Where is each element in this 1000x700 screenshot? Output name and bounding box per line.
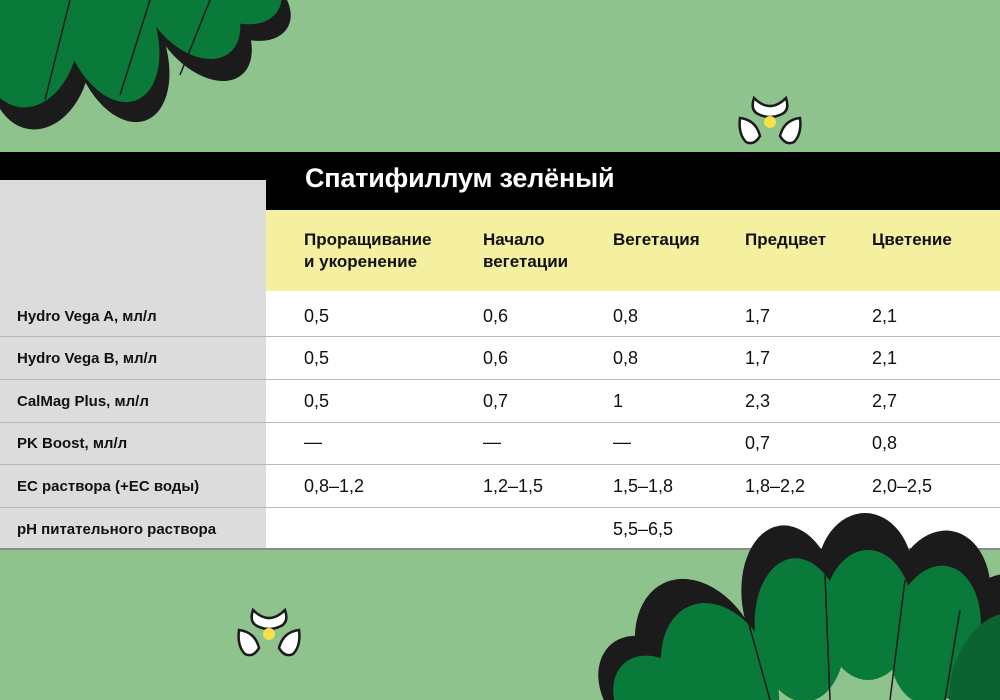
table-cell: — <box>483 432 501 452</box>
row-divider <box>0 464 1000 465</box>
table-cell: — <box>304 432 322 452</box>
column-header <box>745 229 826 251</box>
table-cell: 2,7 <box>872 391 898 411</box>
table-body <box>266 291 1000 548</box>
table-cell: 1,8–2,2 <box>745 476 806 496</box>
table-cell: 1,5–1,8 <box>613 476 674 496</box>
column-header <box>872 229 952 251</box>
column-header-line: Начало <box>483 230 545 249</box>
table-cell: 0,6 <box>483 348 509 368</box>
column-header-line: Вегетация <box>613 230 700 249</box>
column-header-line: Цветение <box>872 230 952 249</box>
table-cell: 0,8 <box>613 348 639 368</box>
row-divider <box>0 379 1000 380</box>
row-divider <box>0 422 1000 423</box>
table-cell: 0,6 <box>483 306 509 326</box>
row-divider <box>0 507 1000 508</box>
table-cell: 2,1 <box>872 306 898 326</box>
table-cell: 2,0–2,5 <box>872 476 933 496</box>
table-cell: 0,5 <box>304 391 330 411</box>
table-cell: 2,3 <box>745 391 771 411</box>
table-cell: 0,8–1,2 <box>304 476 365 496</box>
table-cell: 5,5–6,5 <box>613 519 674 539</box>
table-cell: 1 <box>613 391 624 411</box>
table-cell: 2,1 <box>872 348 898 368</box>
row-label: PK Boost, мл/л <box>17 435 128 452</box>
table-cell: 0,8 <box>613 306 639 326</box>
row-label: pH питательного раствора <box>17 521 217 538</box>
column-header-line: вегетации <box>483 252 569 271</box>
table-cell: 1,7 <box>745 306 771 326</box>
table-cell: 1,7 <box>745 348 771 368</box>
column-header <box>613 229 700 251</box>
table-cell: 0,5 <box>304 306 330 326</box>
row-label: Hydro Vega A, мл/л <box>17 308 157 325</box>
table-cell: — <box>613 432 631 452</box>
table-title: Спатифиллум зелёный <box>305 163 615 193</box>
table-cell: 0,7 <box>483 391 509 411</box>
table-cell: 0,8 <box>872 433 898 453</box>
column-header <box>483 229 568 273</box>
row-divider <box>0 336 1000 337</box>
table-cell: 0,5 <box>304 348 330 368</box>
table-cell: 1,2–1,5 <box>483 476 544 496</box>
column-header-line: Проращивание <box>304 230 432 249</box>
column-header-line: Предцвет <box>745 230 827 249</box>
table-bottom-border <box>0 548 1000 550</box>
column-header-line: и укоренение <box>304 252 418 271</box>
column-header <box>304 229 431 273</box>
table-cell: 0,7 <box>745 433 771 453</box>
row-label: Hydro Vega B, мл/л <box>17 350 158 367</box>
row-label: CalMag Plus, мл/л <box>17 393 149 410</box>
row-label: EC раствора (+EC воды) <box>17 478 200 495</box>
